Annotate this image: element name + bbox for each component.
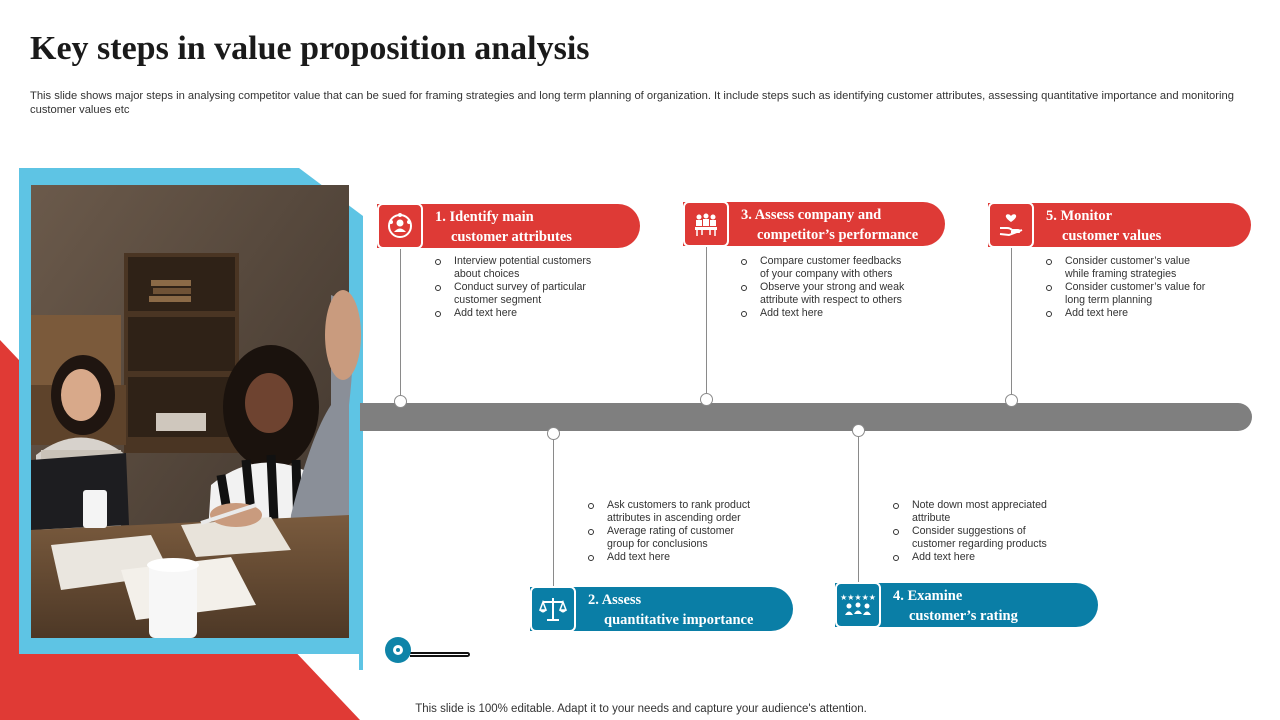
list-item: Add text here	[588, 551, 758, 564]
list-item: Add text here	[741, 307, 911, 320]
step-5-header	[988, 203, 1251, 247]
list-item: Compare customer feedbacks of your company with others	[741, 255, 911, 281]
step-3-header	[683, 202, 945, 246]
list-item: Average rating of customer group for conclusions	[588, 525, 758, 551]
handle-line	[410, 652, 470, 657]
connector-step-1	[400, 248, 401, 400]
list-item: Add text here	[893, 551, 1063, 564]
connector-step-4	[858, 435, 859, 585]
step-3-bullets	[741, 255, 911, 320]
list-item: Add text here	[1046, 307, 1211, 320]
slide-footer: This slide is 100% editable. Adapt it to your needs and capture your audience's attention.	[415, 703, 867, 715]
list-item: Consider customer’s value while framing strategies	[1046, 255, 1211, 281]
timeline-node-step-5	[1005, 394, 1018, 407]
list-item: Interview potential customers about choices	[435, 255, 610, 281]
timeline-bar	[360, 403, 1252, 431]
connector-step-5	[1011, 248, 1012, 398]
step-5-title: 5. Monitor customer values	[1046, 208, 1162, 244]
list-item: Add text here	[435, 307, 610, 320]
timeline-node-step-4	[852, 424, 865, 437]
hand-heart-icon	[988, 202, 1034, 248]
timeline-node-step-1	[394, 395, 407, 408]
timeline-node-step-2	[547, 427, 560, 440]
list-item: Ask customers to rank product attributes in ascending order	[588, 499, 758, 525]
step-5-bullets	[1046, 255, 1211, 320]
stars-rating-icon	[835, 582, 881, 628]
step-2-title: 2. Assess quantitative importance	[588, 592, 754, 628]
step-1-title: 1. Identify main customer attributes	[435, 209, 572, 245]
step-2-header	[530, 587, 793, 631]
step-3-title: 3. Assess company and competitor’s performance	[741, 207, 919, 243]
step-1-header	[377, 204, 640, 248]
meeting-photo	[31, 185, 349, 638]
balance-scale-icon	[530, 586, 576, 632]
step-4-title: 4. Examine customer’s rating	[893, 588, 1018, 624]
slide-title: Key steps in value proposition analysis	[30, 30, 590, 67]
step-1-bullets	[435, 255, 610, 320]
list-item: Consider customer’s value for long term planning	[1046, 281, 1211, 307]
connector-step-3	[706, 246, 707, 396]
people-network-icon	[377, 203, 423, 249]
step-4-header	[835, 583, 1098, 627]
list-item: Conduct survey of particular customer segment	[435, 281, 610, 307]
step-2-bullets	[588, 499, 758, 564]
svg-text:★★★★★: ★★★★★	[840, 593, 876, 602]
list-item: Consider suggestions of customer regarding products	[893, 525, 1063, 551]
handle-knob-center	[396, 648, 400, 652]
step-4-bullets	[893, 499, 1063, 564]
slide-subtitle: This slide shows major steps in analysing competitor value that can be sued for framing strategies and long term planning of organization. It include steps such as identifying customer attributes, assessing quantitative importance and monitoring customer values etc	[30, 90, 1234, 116]
meeting-group-icon	[683, 201, 729, 247]
connector-step-2	[553, 438, 554, 588]
timeline-node-step-3	[700, 393, 713, 406]
list-item: Observe your strong and weak attribute with respect to others	[741, 281, 911, 307]
list-item: Note down most appreciated attribute	[893, 499, 1063, 525]
